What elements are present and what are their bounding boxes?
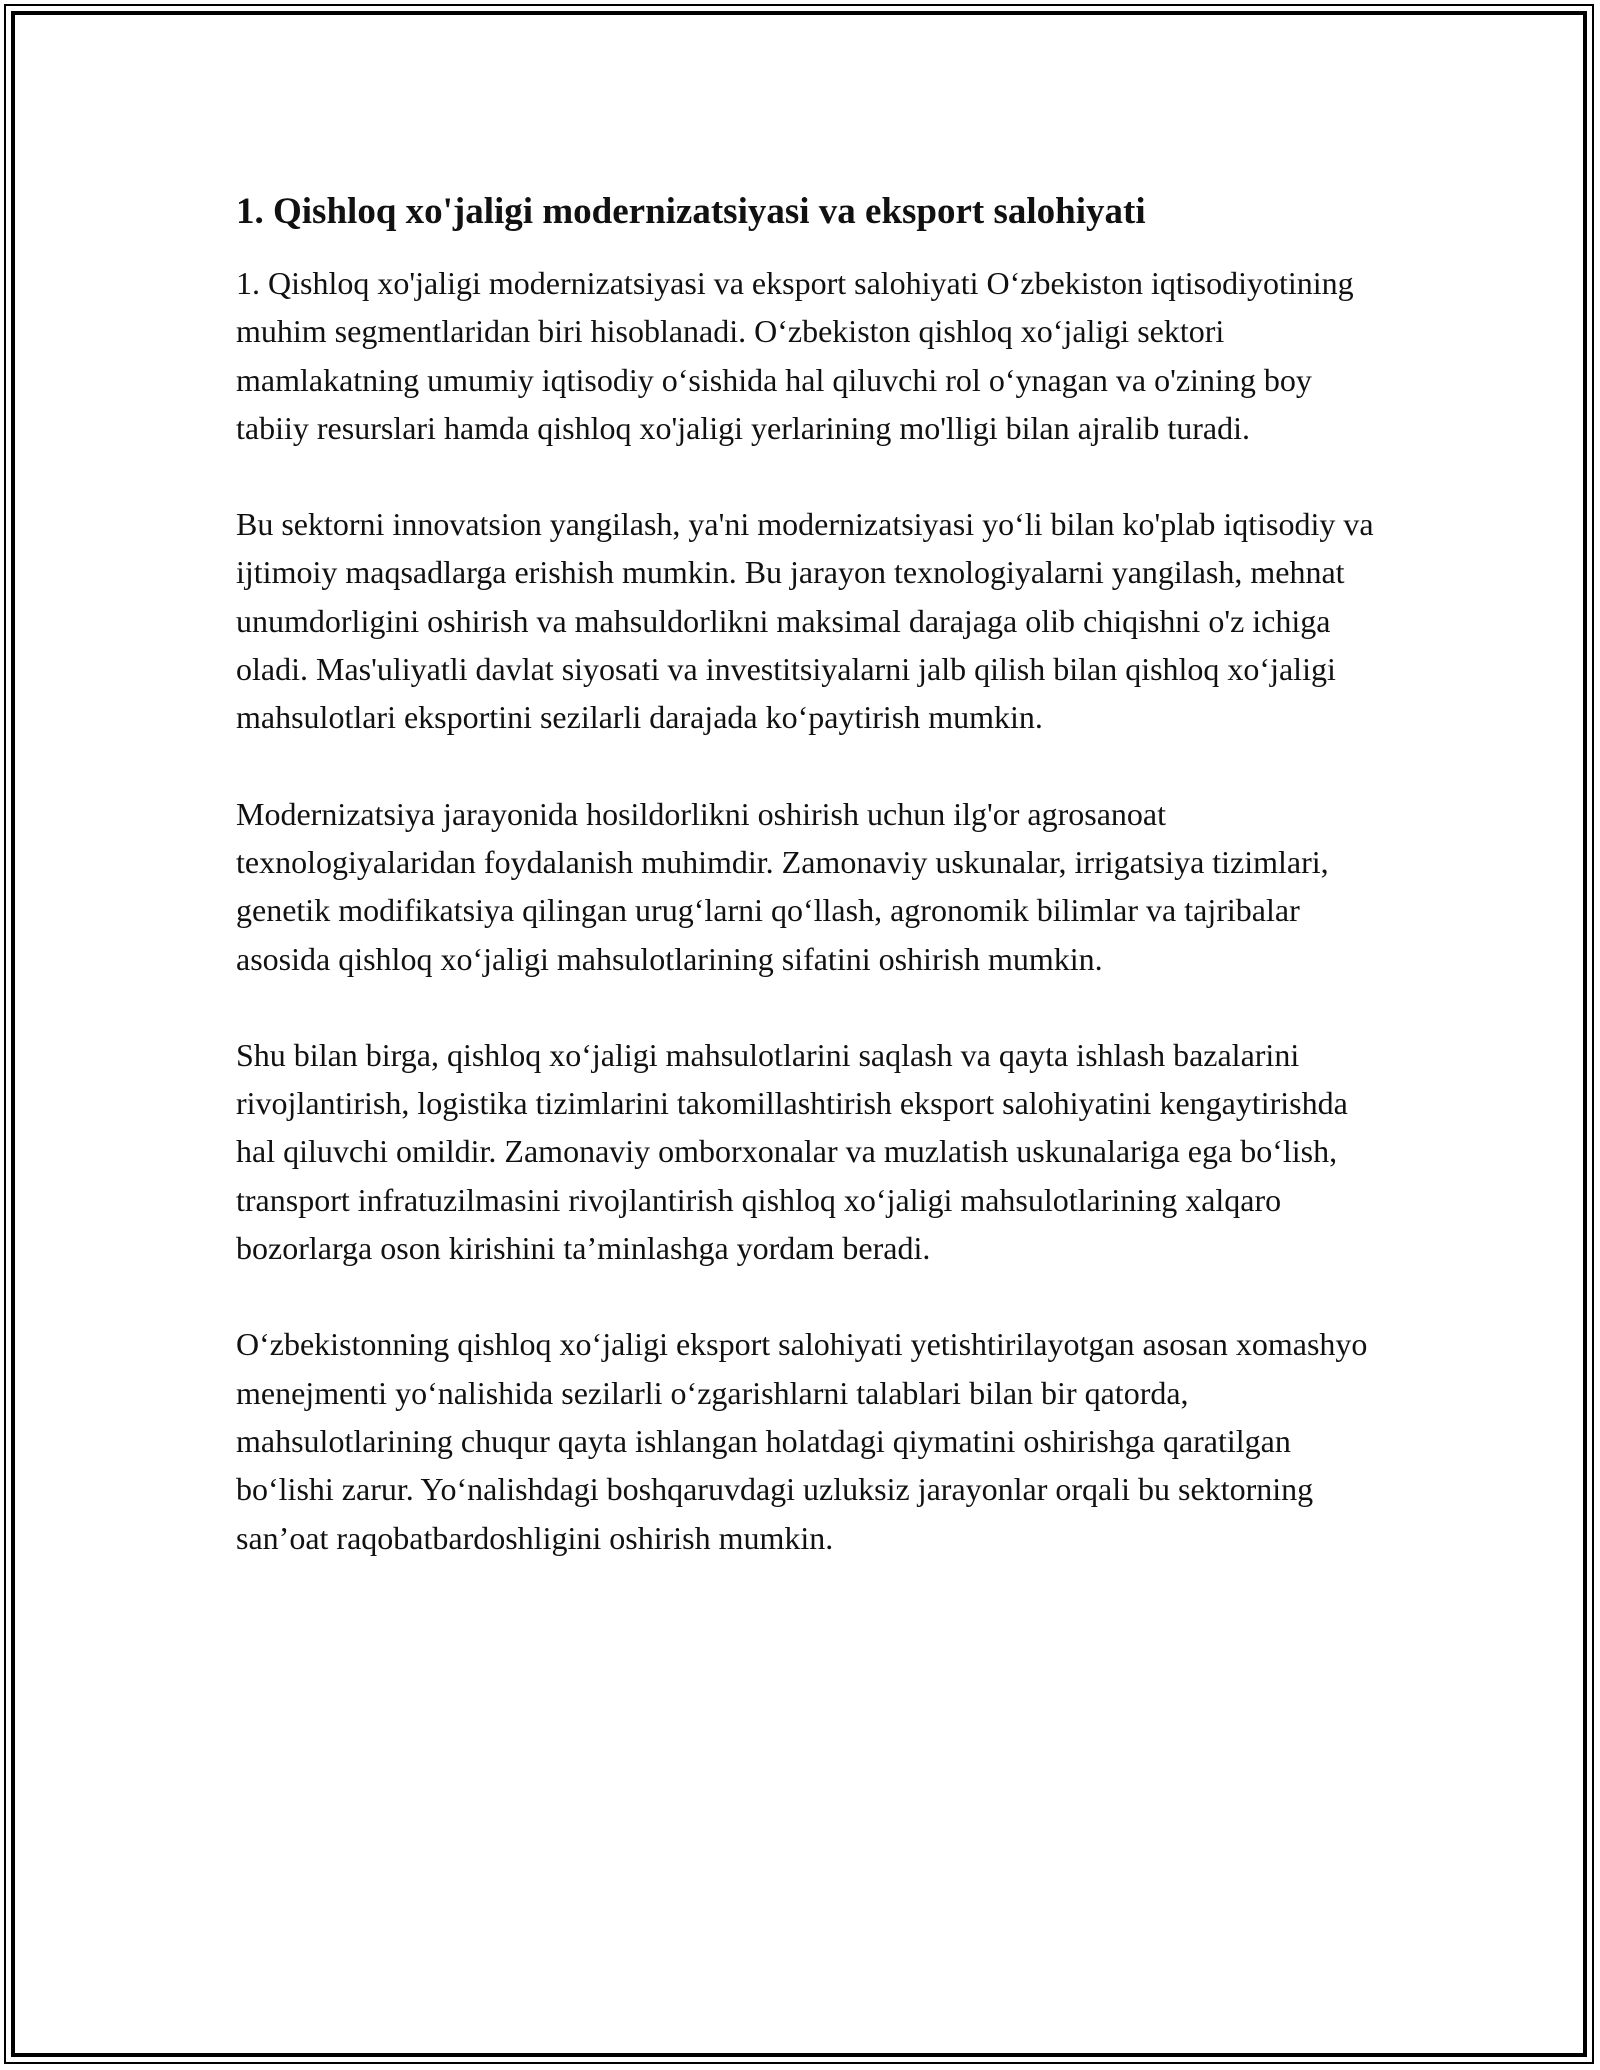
document-title: 1. Qishloq xo'jaligi modernizatsiyasi va eksport salohiyati <box>236 191 1146 232</box>
paragraph: 1. Qishloq xo'jaligi modernizatsiyasi va eksport salohiyati O‘zbekiston iqtisodiyotining muhim segmentlaridan biri hisoblanadi. O‘zbekiston qishloq xo‘jaligi sektori mamlakatning umumiy iqtisodiy o‘sishida hal qiluvchi rol o‘ynagan va o'zining boy tabiiy resurslari hamda qishloq xo'jaligi yerlarining mo'lligi bilan ajralib turadi. <box>236 265 1354 446</box>
paragraph: O‘zbekistonning qishloq xo‘jaligi eksport salohiyati yetishtirilayotgan asosan xomashyo menejmenti yo‘nalishida sezilarli o‘zgarishlarni talablari bilan bir qatorda, mahsulotlarining chuqur qayta ishlangan holatdagi qiymatini oshirishga qaratilgan bo‘lishi zarur. Yo‘nalishdagi boshqaruvdagi uzluksiz jarayonlar orqali bu sektorning san’oat raqobatbardoshligini oshirish mumkin. <box>236 1326 1368 1556</box>
paragraph: Shu bilan birga, qishloq xo‘jaligi mahsulotlarini saqlash va qayta ishlash bazalarini rivojlantirish, logistika tizimlarini takomillashtirish eksport salohiyatini kengaytirishda hal qiluvchi omildir. Zamonaviy omborxonalar va muzlatish uskunalariga ega bo‘lish, transport infratuzilmasini rivojlantirish qishloq xo‘jaligi mahsulotlarining xalqaro bozorlarga oson kirishini ta’minlashga yordam beradi. <box>236 1036 1348 1267</box>
paragraph: Bu sektorni innovatsion yangilash, ya'ni modernizatsiyasi yo‘li bilan ko'plab iqtisodiy va ijtimoiy maqsadlarga erishish mumkin. Bu jarayon texnologiyalarni yangilash, mehnat unumdorligini oshirish va mahsuldorlikni maksimal darajaga olib chiqishni o'z ichiga oladi. Mas'uliyatli davlat siyosati va investitsiyalarni jalb qilish bilan qishloq xo‘jaligi mahsulotlari eksportini sezilarli darajada ko‘paytirish mumkin. <box>236 506 1374 736</box>
document-body <box>236 259 1376 1562</box>
document-page <box>236 188 1376 1562</box>
paragraph: Modernizatsiya jarayonida hosildorlikni oshirish uchun ilg'or agrosanoat texnologiyalaridan foydalanish muhimdir. Zamonaviy uskunalar, irrigatsiya tizimlari, genetik modifikatsiya qilingan urug‘larni qo‘llash, agronomik bilimlar va tajribalar asosida qishloq xo‘jaligi mahsulotlarining sifatini oshirish mumkin. <box>236 795 1329 977</box>
